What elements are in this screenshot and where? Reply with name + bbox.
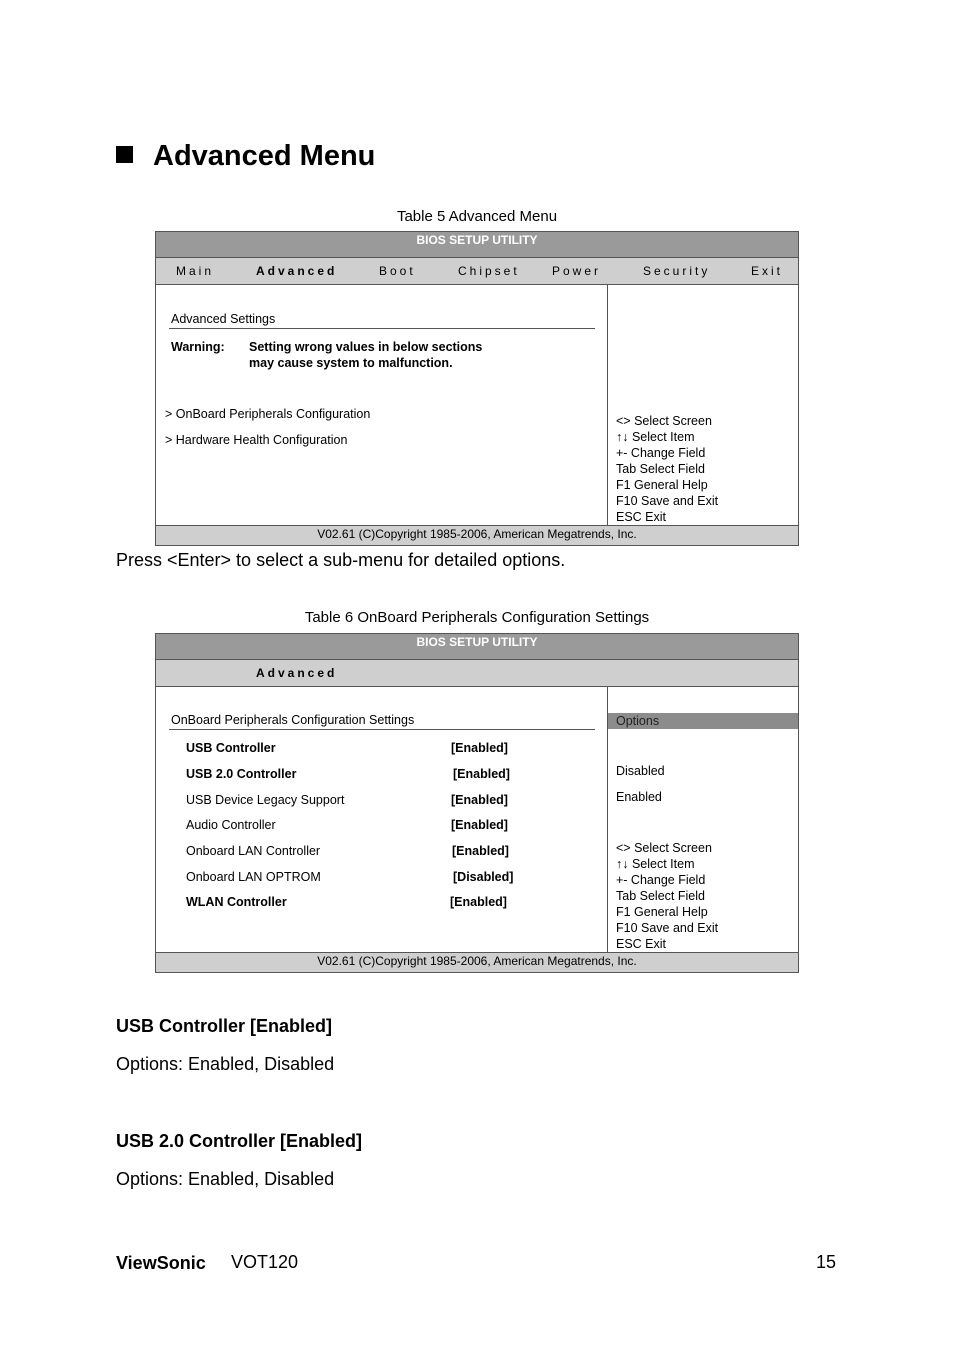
menu-security[interactable]: Security — [643, 264, 711, 278]
setting-usb2-controller[interactable]: USB 2.0 Controller — [186, 767, 297, 781]
section-title: Advanced Settings — [171, 312, 276, 326]
section-usb-controller-text: Options: Enabled, Disabled — [116, 1054, 335, 1074]
panel-divider — [607, 285, 608, 525]
help-line: F10 Save and Exit — [616, 494, 719, 508]
submenu-hardware-health[interactable]: > Hardware Health Configuration — [165, 433, 348, 447]
bios-advanced-menu — [155, 231, 799, 546]
table5-caption: Table 5 Advanced Menu — [396, 208, 558, 225]
menu-main[interactable]: Main — [176, 264, 215, 278]
bios-copyright-bar: V02.61 (C)Copyright 1985-2006, American Megatrends, Inc. — [156, 952, 798, 972]
footer-model: VOT120 — [231, 1252, 299, 1272]
help-line: F1 General Help — [616, 905, 708, 919]
menu-power[interactable]: Power — [552, 264, 602, 278]
section-usb2-controller-title: USB 2.0 Controller [Enabled] — [116, 1131, 363, 1151]
section-usb-controller-title: USB Controller [Enabled] — [116, 1016, 333, 1036]
setting-value[interactable]: [Enabled] — [452, 844, 509, 858]
option-disabled[interactable]: Disabled — [616, 764, 665, 778]
bios-copyright-bar: V02.61 (C)Copyright 1985-2006, American Megatrends, Inc. — [156, 525, 798, 545]
setting-value[interactable]: [Enabled] — [451, 741, 508, 755]
options-header: Options — [608, 713, 798, 729]
menu-advanced[interactable]: Advanced — [256, 264, 338, 278]
table6-caption: Table 6 OnBoard Peripherals Configuration Settings — [304, 609, 650, 626]
page-number: 15 — [816, 1252, 837, 1272]
help-legend — [616, 840, 718, 952]
setting-value[interactable]: [Enabled] — [453, 767, 510, 781]
setting-usb-legacy[interactable]: USB Device Legacy Support — [186, 793, 345, 807]
setting-audio-controller[interactable]: Audio Controller — [186, 818, 276, 832]
help-line: +- Change Field — [616, 873, 706, 887]
setting-wlan-controller[interactable]: WLAN Controller — [186, 895, 287, 909]
setting-lan-controller[interactable]: Onboard LAN Controller — [186, 844, 321, 858]
menu-advanced[interactable]: Advanced — [256, 666, 338, 680]
menu-exit[interactable]: Exit — [751, 264, 784, 278]
menu-boot[interactable]: Boot — [379, 264, 416, 278]
setting-value[interactable]: [Enabled] — [450, 895, 507, 909]
submenu-onboard-peripherals[interactable]: > OnBoard Peripherals Configuration — [165, 407, 371, 421]
page-title — [116, 140, 375, 173]
help-legend — [616, 413, 718, 525]
bios-menu-bar — [156, 258, 798, 285]
page-title-text: Advanced Menu — [153, 140, 376, 172]
setting-value[interactable]: [Enabled] — [451, 793, 508, 807]
setting-value[interactable]: [Enabled] — [451, 818, 508, 832]
help-line: F1 General Help — [616, 478, 708, 492]
help-line: Tab Select Field — [616, 889, 705, 903]
warning-label: Warning: — [171, 340, 225, 354]
help-line: ESC Exit — [616, 937, 667, 951]
setting-lan-optrom[interactable]: Onboard LAN OPTROM — [186, 870, 321, 884]
press-enter-note: Press <Enter> to select a sub-menu for detailed options. — [116, 550, 566, 570]
setting-value[interactable]: [Disabled] — [453, 870, 514, 884]
section-usb2-controller-text: Options: Enabled, Disabled — [116, 1169, 335, 1189]
option-enabled[interactable]: Enabled — [616, 790, 662, 804]
setting-usb-controller[interactable]: USB Controller — [186, 741, 276, 755]
warning-line-2: may cause system to malfunction. — [249, 356, 453, 370]
bios-onboard-peripherals — [155, 633, 799, 973]
section-rule — [169, 328, 595, 329]
bios-title-bar: BIOS SETUP UTILITY — [156, 232, 798, 258]
footer-brand: ViewSonic — [116, 1253, 206, 1273]
help-line: ESC Exit — [616, 510, 667, 524]
section-title: OnBoard Peripherals Configuration Settings — [171, 713, 415, 727]
help-line: +- Change Field — [616, 446, 706, 460]
square-bullet-icon — [116, 146, 133, 163]
help-line: F10 Save and Exit — [616, 921, 719, 935]
help-line: ↑↓ Select Item — [616, 857, 695, 871]
menu-chipset[interactable]: Chipset — [458, 264, 520, 278]
help-line: ↑↓ Select Item — [616, 430, 695, 444]
help-line: Tab Select Field — [616, 462, 705, 476]
bios-title-bar: BIOS SETUP UTILITY — [156, 634, 798, 660]
bios-menu-bar — [156, 660, 798, 687]
warning-line-1: Setting wrong values in below sections — [249, 340, 483, 354]
help-line: <> Select Screen — [616, 414, 712, 428]
help-line: <> Select Screen — [616, 841, 712, 855]
section-rule — [169, 729, 595, 730]
